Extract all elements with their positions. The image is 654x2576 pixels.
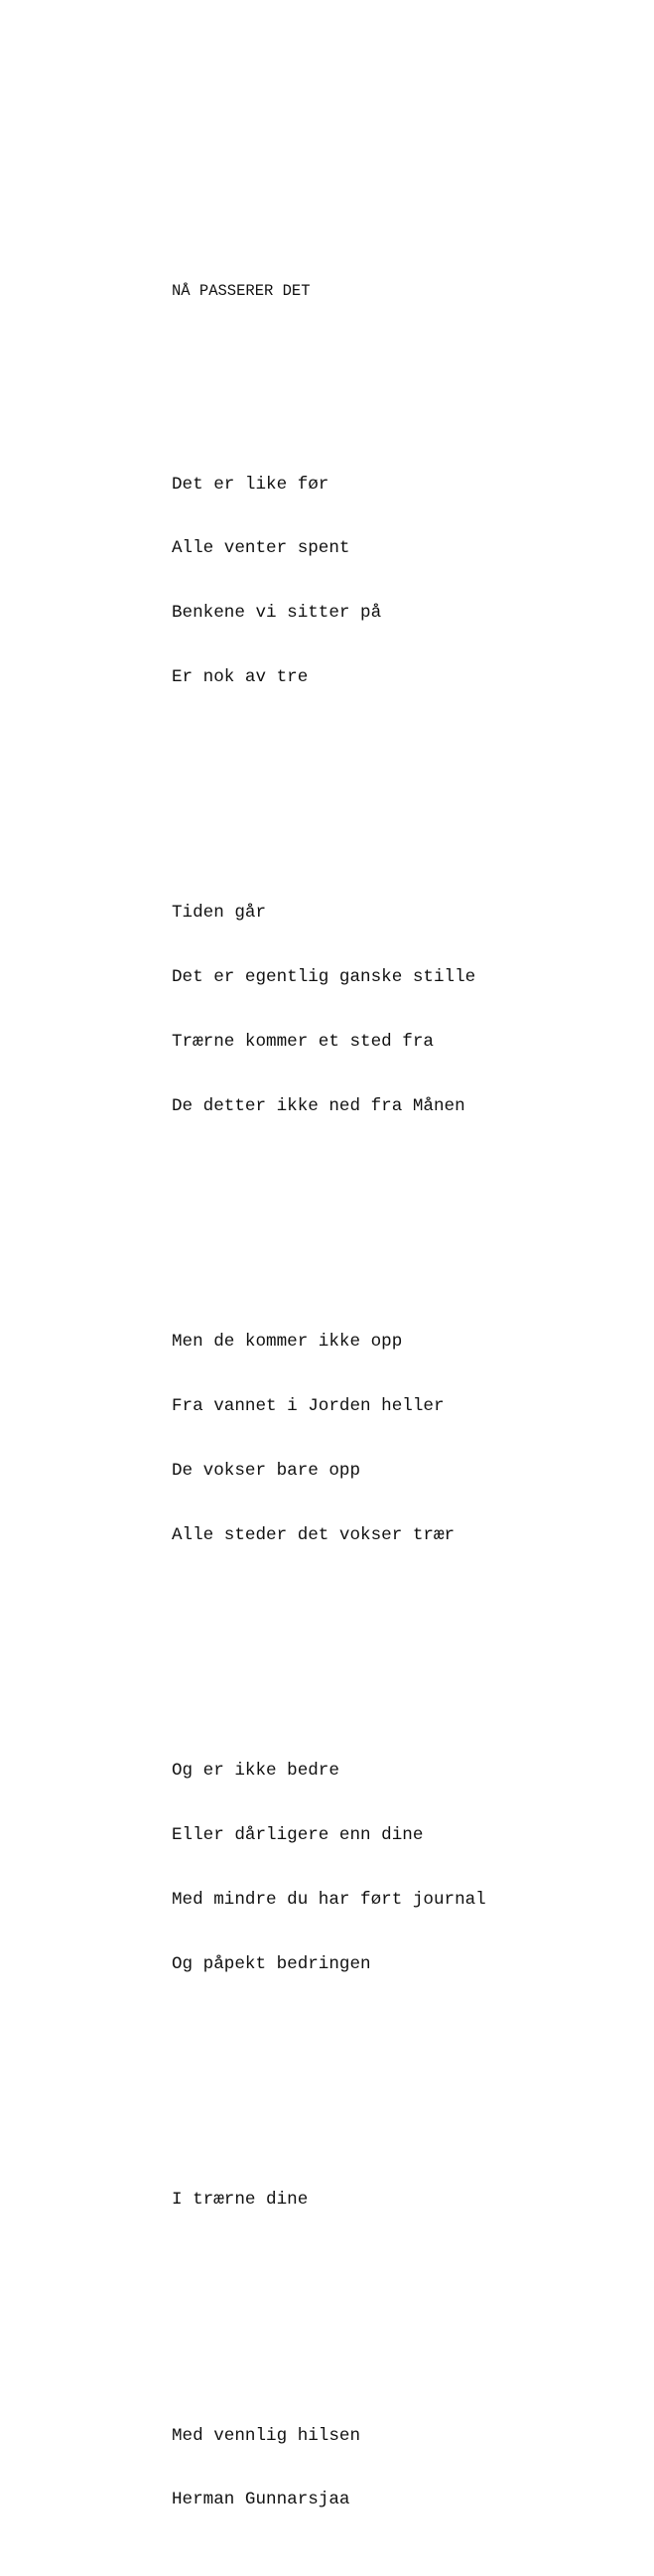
poem-line: Tiden går [172, 903, 267, 924]
poem-line: Er nok av tre [172, 666, 309, 687]
poem-line: I trærne dine [172, 2190, 309, 2211]
poem-line: Med mindre du har ført journal [172, 1889, 486, 1910]
closing-salutation: Med vennlig hilsen [172, 2425, 361, 2446]
stanza-gap [172, 2297, 486, 2319]
stanza-4 [172, 1718, 486, 2018]
poem-line: Og påpekt bedringen [172, 1953, 371, 1974]
stanza-5 [172, 2147, 486, 2254]
stanza-gap [172, 1204, 486, 1225]
closing [172, 2382, 486, 2554]
stanza-3 [172, 1289, 486, 1589]
poem-line: Det er like før [172, 474, 329, 495]
poem-line: Eller dårligere enn dine [172, 1824, 424, 1845]
stanza-1 [172, 431, 486, 731]
stanza-gap [172, 346, 486, 367]
poem-line: Og er ikke bedre [172, 1761, 339, 1782]
poem-line: Trærne kommer et sted fra [172, 1031, 434, 1052]
poem-line: De detter ikke ned fra Månen [172, 1095, 465, 1116]
stanza-gap [172, 1633, 486, 1654]
stanza-gap [172, 775, 486, 796]
poem-line: Alle venter spent [172, 538, 350, 559]
poem-line: Det er egentlig ganske stille [172, 967, 476, 988]
poem-line: Alle steder det vokser trær [172, 1524, 456, 1545]
poem [172, 238, 486, 2576]
poem-line: De vokser bare opp [172, 1460, 361, 1481]
stanza-2 [172, 860, 486, 1160]
author-name: Herman Gunnarsjaa [172, 2490, 350, 2510]
stanza-gap [172, 2061, 486, 2082]
poem-line: Benkene vi sitter på [172, 603, 382, 624]
poem-title: NÅ PASSERER DET [172, 282, 311, 301]
poem-line: Fra vannet i Jorden heller [172, 1396, 445, 1417]
poem-line: Men de kommer ikke opp [172, 1332, 403, 1353]
